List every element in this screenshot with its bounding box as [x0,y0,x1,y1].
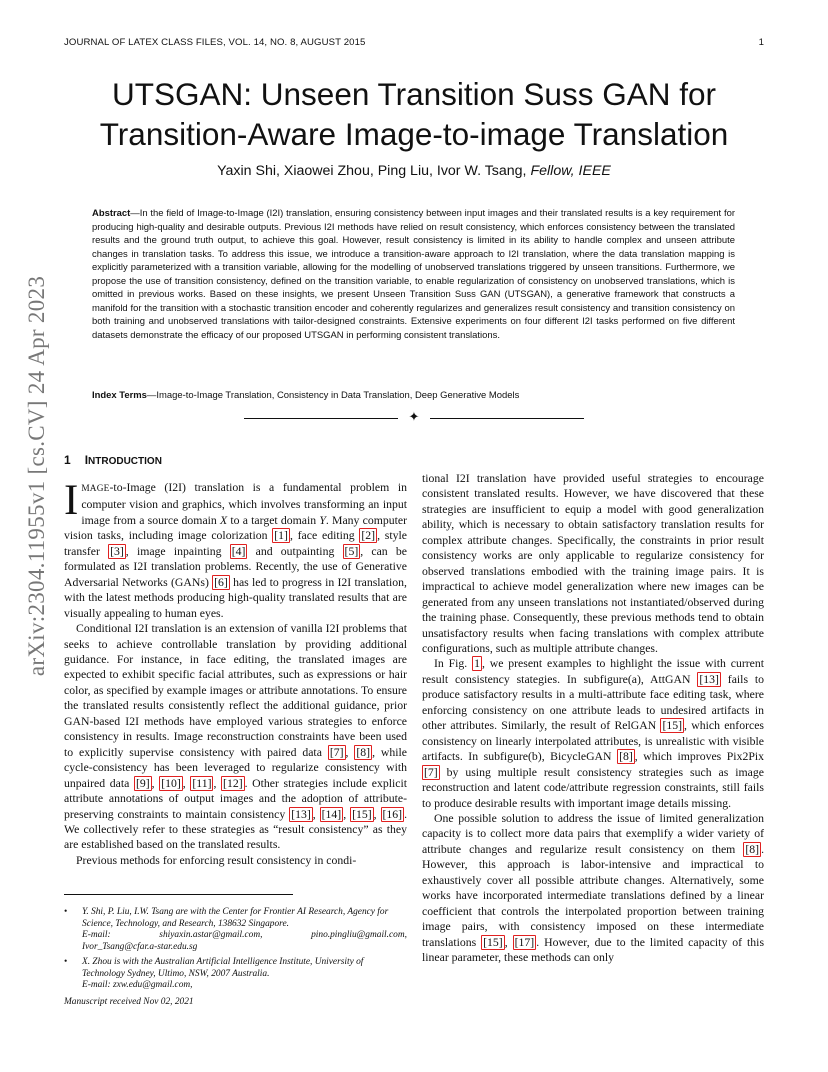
paragraph: Previous methods for enforcing result consistency in condi- [76,853,357,867]
text-span: , [151,776,160,790]
text-span: In Fig. [434,657,473,671]
citation-link[interactable]: [11] [192,776,212,790]
citation-link[interactable]: [1] [274,529,288,543]
figure-link[interactable]: 1 [474,657,480,671]
citation-link[interactable]: [3] [110,544,124,558]
text-span: , [504,935,513,949]
citation-link[interactable]: [8] [745,842,760,856]
paragraph [64,477,407,621]
author-names: Yaxin Shi, Xiaowei Zhou, Ping Liu, Ivor W. Tsang, [217,163,531,179]
running-header: JOURNAL OF LATEX CLASS FILES, VOL. 14, NO. 8, AUGUST 2015 [64,37,366,48]
citation-link[interactable]: [17] [514,935,535,949]
index-terms-label: Index Terms [92,390,147,401]
citation-link[interactable]: [6] [214,575,228,589]
text-span: , [345,745,355,759]
title-line-1: UTSGAN: Unseen Transition Suss GAN for [112,76,716,112]
citation-link[interactable]: [12] [223,776,243,790]
drop-cap: I [64,477,79,524]
citation-link[interactable]: [4] [231,544,246,558]
text-span: , can be formulated as I2I translation problems. Recently, the use of Generative Adversarial Networks (GANs) [64,544,407,589]
citation-link[interactable]: [8] [619,750,633,764]
email-address: Ivor_Tsang@cfar.a-star.edu.sg [82,942,198,953]
email-address: E-mail: zxw.edu@gmail.com, [82,980,193,991]
abstract [92,207,735,342]
paragraph [422,811,764,966]
text-span: , [312,807,320,821]
paragraph [422,656,764,811]
section-heading [64,453,162,467]
text-span: . Many computer vision tasks, including image colorization [64,513,407,543]
email-label: E-mail: [82,930,111,941]
right-column [422,471,764,966]
text-span: One possible solution to address the issue of limited generalization capacity is to collect more data pairs that exemplify a wider variety of attribute changes and regularize result consistency on them [422,811,764,856]
text-span: and outpainting [247,544,343,558]
section-divider [244,410,584,425]
text-span: to a target domain [227,513,320,527]
index-terms [92,389,735,403]
divider-line-left [244,418,398,419]
text-span: , [373,807,381,821]
text-span: , [182,776,191,790]
paragraph [64,621,407,853]
manuscript-note: Manuscript received Nov 02, 2021 [64,997,194,1007]
citation-link[interactable]: [13] [291,807,311,821]
footnote-rule [64,894,293,895]
small-caps-word: MAGE [81,484,110,494]
footnote-text: Y. Shi, P. Liu, I.W. Tsang are with the Center for Frontier AI Research, Agency for Science, Technology, and Research, 138632 Singapore. [82,907,389,929]
text-span: fails to produce satisfactory results in a multi-attribute face editing task, where enforcing consistency on one attribute leads to undesired artifacts in other attributes. Similarly, the result of RelGAN [422,672,764,733]
text-span: , we present examples to highlight the issue with current result consistency stategies. In subfigure(a), AttGAN [422,657,764,686]
paragraph: tional I2I translation have provided useful strategies to encourage consistent translated results. However, we have discovered that these strategies are insufficient to equip a model with good generalization ability, which is necessary to obtain satisfactory translation results for complex attribute changes. Specifically, the constraints in prior result consistency works are only applicable to regularize consistency for observed translations embodied with the training image pairs. It is impractical to achieve model generalization where new images can be generated from any unseen translations not instantiated/observed during the training phase. Consequently, these previous methods tend to obtain unsatisfactory results when facing translations with complex attribute configurations, such as multiple attribute changes. [422,472,764,655]
text-span: has led to progress in I2I translation, with the latest methods producing high-quality translated results that are visually appealing to human eyes. [64,575,407,620]
text-span: , image inpainting [125,544,230,558]
author-affiliation-suffix: Fellow, IEEE [530,163,611,179]
citation-link[interactable]: [14] [321,807,342,821]
text-span: . However, due to the limited capacity of this linear parameter, these methods can only [422,935,765,965]
divider-line-right [430,418,584,419]
index-terms-text: —Image-to-Image Translation, Consistency in Data Translation, Deep Generative Models [146,390,520,401]
text-span: , [213,776,222,790]
text-span: , which enforces consistency on linearly interpolated attributes, is unrealistic with visible artifacts. In subfigure(b), BicycleGAN [422,719,764,764]
paper-title [60,74,768,154]
text-span: , style transfer [64,529,407,558]
footnote-item [64,957,407,992]
bullet-icon: • [64,956,68,967]
text-span: , face editing [289,529,360,543]
citation-link[interactable]: [5] [344,544,359,558]
email-address: shiyaxin.astar@gmail.com, [159,930,263,941]
arxiv-identifier: arXiv:2304.11955v1 [cs.CV] 24 Apr 2023 [24,275,49,677]
footnote-text: X. Zhou is with the Australian Artificial Intelligence Institute, University of Technology Sydney, Ultimo, NSW, 2007 Australia. [82,956,364,979]
citation-link[interactable]: [15] [483,935,503,949]
email-address: pino.pingliu@gmail.com, [311,930,407,941]
citation-link[interactable]: [15] [352,807,372,821]
abstract-label: Abstract [92,208,131,219]
math-symbol: Y [319,513,326,527]
left-column [64,477,408,868]
text-span: by using multiple result consistency strategies such as image reconstruction and latent code/attribute regression constraints, still fails to produce desirable results with important image details missing. [422,765,764,810]
section-title-rest: NTRODUCTION [88,456,162,467]
author-list [60,163,768,179]
citation-link[interactable]: [15] [662,719,683,733]
arxiv-sidebar [22,275,52,677]
section-title-first: I [84,453,89,467]
text-span: , while cycle-consistency has been leveraged to regularize consistency with unpaired data [64,745,408,790]
citation-link[interactable]: [16] [382,807,403,821]
citation-link[interactable]: [9] [135,776,150,790]
divider-diamond-icon: ✦ [408,410,420,425]
citation-link[interactable]: [13] [699,672,719,686]
citation-link[interactable]: [7] [424,765,438,779]
citation-link[interactable]: [8] [356,745,371,759]
footnotes [64,907,407,995]
citation-link[interactable]: [7] [329,745,344,759]
bullet-icon: • [64,907,68,917]
text-span: . Other strategies include explicit attribute annotations of output images and the adoption of attribute-preserving constraints to maintain consistency [64,776,408,821]
text-span: . We collectively refer to these strategies as “result consistency” as they are established based on the translated results. [64,807,408,852]
citation-link[interactable]: [10] [161,776,181,790]
citation-link[interactable]: [2] [361,529,376,543]
text-span: Conditional I2I translation is an extension of vanilla I2I problems that seeks to achieve controllable translation by providing additional guidance. For instance, in face editing, the translated images are expected to exhibit specific facial attributes, such as expressions or hair color, as specified by example images or attribute annotations. To ensure the translated results consistently reflect the additional guidance, prior GAN-based I2I methods have employed various strategies to enforce consistency in results. Image reconstruction constraints have been used to explicitly supervise consistency with paired data [64,622,407,759]
text-span: , [343,807,351,821]
text-span: . However, this approach is labor-intensive and impractical to exhaustively cover all possible attribute changes. Alternatively, some works have incorporated intermediate translations defined by a linear coefficient that controls the interpolated proportion between training image pairs, with consistency imposed on these intermediate translations [422,842,764,949]
section-number: 1 [64,453,71,467]
page-number: 1 [758,37,764,48]
abstract-text: —In the field of Image-to-Image (I2I) translation, ensuring consistency between input images and their translated results is a key requirement for producing high-quality and desirable outputs. Previous I2I methods have relied on result consistency, which enforces consistency between the translated results and the ground truth output, to achieve this goal. However, result consistency is limited in its ability to handle complex and unseen attribute changes in translation tasks. To address this issue, we introduce a transition-aware approach to I2I translation, where the data translation mapping is explicitly parameterized with a transition variable, allowing for the modelling of unobserved translations triggered by unseen transitions. Furthermore, we propose the use of transition consistency, defined on the transition variable, to enable regularization of consistency on unobserved translations, which is omitted in previous works. Based on these insights, we present Unseen Transition Suss GAN (UTSGAN), a generative framework that constructs a manifold for the transition with a stochastic transition encoder and coherently regularizes and generalizes result consistency and transition consistency on both training and unobserved translations with tailor-designed constraints. Extensive experiments on four different I2I tasks performed on five different datasets demonstrate the efficacy of our proposed UTSGAN in performing consistent translations. [92,208,735,341]
footnote-item [64,907,407,954]
text-span: , which improves Pix2Pix [634,750,764,764]
title-line-2: Transition-Aware Image-to-image Translation [99,116,729,152]
footnote-email-row [82,930,407,942]
text-span: -to-Image (I2I) translation is a fundamental problem in computer vision and graphics, which involves transforming an input image from a source domain [81,481,407,527]
math-symbol: X [220,513,228,527]
